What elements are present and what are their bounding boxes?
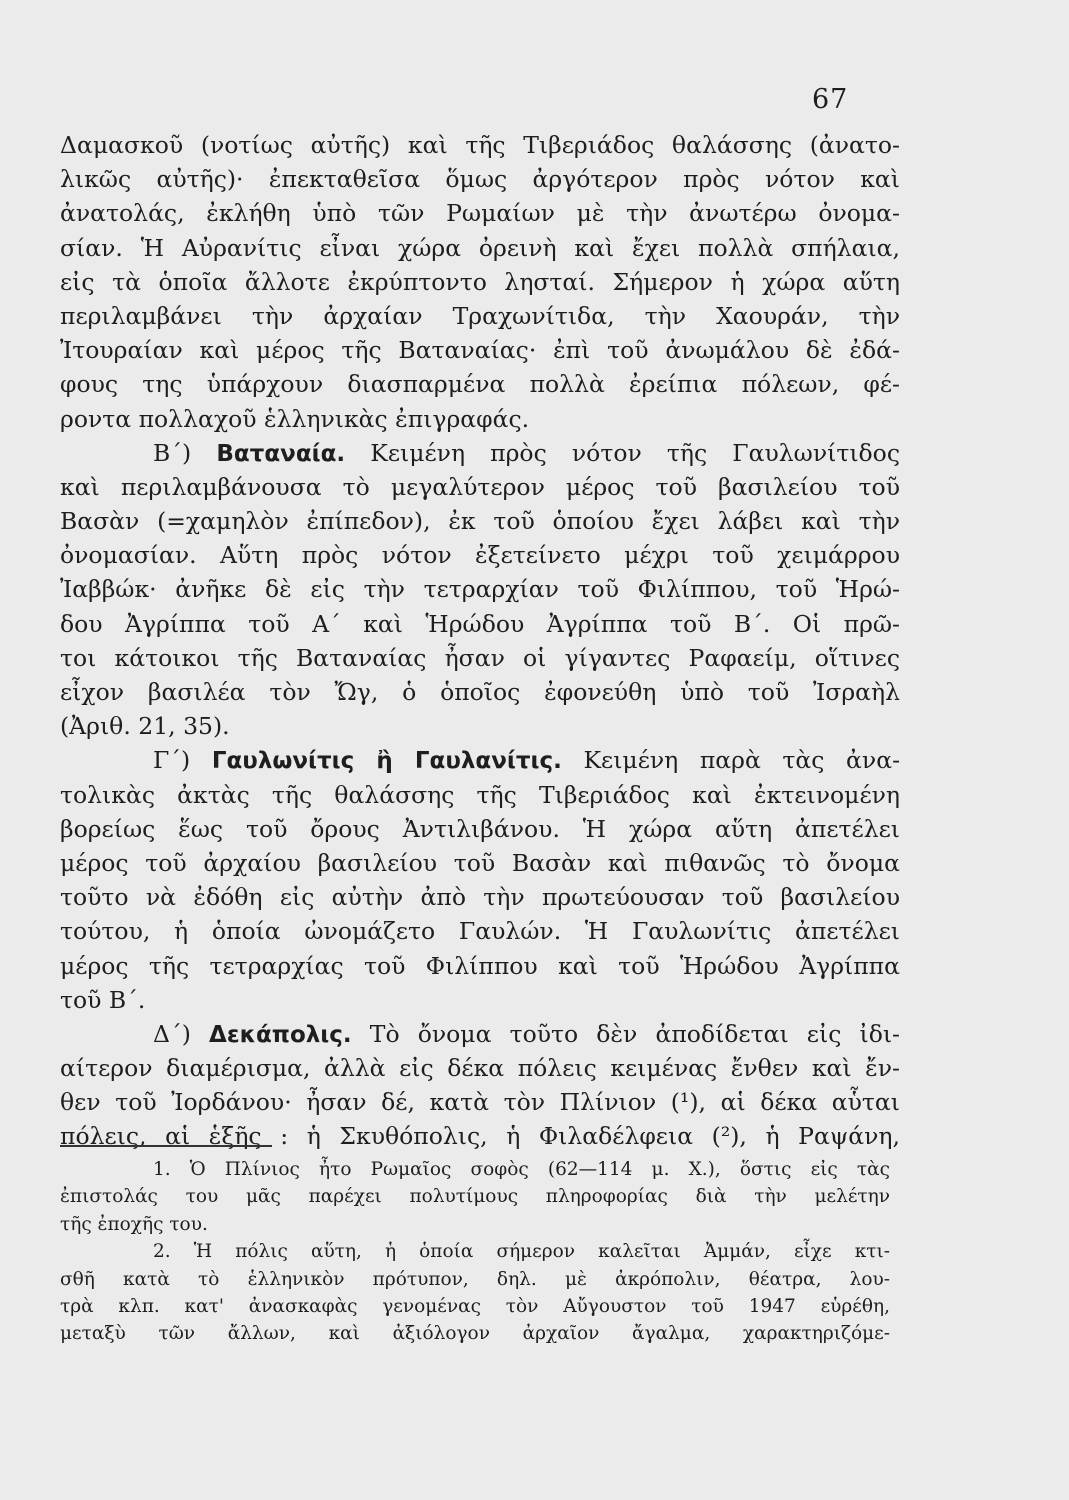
section-b-label: Β΄) <box>153 438 217 467</box>
section-b-line <box>60 436 900 470</box>
section-c-text: Κειμένη παρὰ τὰς ἀνα- <box>561 746 901 775</box>
text-line: τούτου, ἡ ὁποία ὠνομάζετο Γαυλών. Ἡ Γαυλωνίτις ἀπετέλει <box>60 917 900 946</box>
text-line: φους της ὑπάρχουν διασπαρμένα πολλὰ ἐρείπια πόλεων, φέ- <box>60 370 900 399</box>
footnote-line: τρὰ κλπ. κατ' ἀνασκαφὰς γενομένας τὸν Αὔγουστον τοῦ 1947 εὑρέθη, <box>60 1295 890 1317</box>
text-line: πόλεις, αἱ ἑξῆς : ἡ Σκυθόπολις, ἡ Φιλαδέλφεια (²), ἡ Ραψάνη, <box>60 1122 900 1151</box>
text-line: τοῦτο νὰ ἐδόθη εἰς αὐτὴν ἀπὸ τὴν πρωτεύουσαν τοῦ βασιλείου <box>60 883 900 912</box>
footnote-line: τῆς ἐποχῆς του. <box>60 1213 208 1235</box>
text-line: αίτερον διαμέρισμα, ἀλλὰ εἰς δέκα πόλεις κειμένας ἔνθεν καὶ ἔν- <box>60 1054 900 1083</box>
text-line: τοῦ Β΄. <box>60 985 146 1014</box>
text-line: Ἰτουραίαν καὶ μέρος τῆς Βαταναίας· ἐπὶ τοῦ ἀνωμάλου δὲ ἐδά- <box>60 336 900 365</box>
text-line: καὶ περιλαμβάνουσα τὸ μεγαλύτερον μέρος τοῦ βασιλείου τοῦ <box>60 472 900 501</box>
section-d-label: Δ΄) <box>153 1019 210 1048</box>
text-line: λικῶς αὐτῆς)· ἐπεκταθεῖσα ὅμως ἀργότερον πρὸς νότον καὶ <box>60 165 900 194</box>
section-b-text: Κειμένη πρὸς νότον τῆς Γαυλωνίτιδος <box>345 438 900 467</box>
section-c-heading: Γαυλωνίτις ἢ Γαυλανίτις. <box>211 748 562 775</box>
text-line: σίαν. Ἡ Αὐρανίτις εἶναι χώρα ὀρεινὴ καὶ ἔχει πολλὰ σπήλαια, <box>60 233 900 262</box>
page-number: 67 <box>812 84 849 115</box>
text-line: βορείως ἕως τοῦ ὄρους Ἀντιλιβάνου. Ἡ χώρα αὕτη ἀπετέλει <box>60 814 900 843</box>
text-line: εἶχον βασιλέα τὸν Ὤγ, ὁ ὁποῖος ἐφονεύθη ὑπὸ τοῦ Ἰσραὴλ <box>60 678 900 706</box>
text-line: ὀνομασίαν. Αὕτη πρὸς νότον ἐξετείνετο μέχρι τοῦ χειμάρρου <box>60 541 900 570</box>
text-line: ροντα πολλαχοῦ ἑλληνικὰς ἐπιγραφάς. <box>60 404 530 433</box>
section-d-heading: Δεκάπολις. <box>209 1021 352 1048</box>
text-line: θεν τοῦ Ἰορδάνου· ἦσαν δέ, κατὰ τὸν Πλίνιον (¹), αἱ δέκα αὗται <box>60 1088 900 1117</box>
footnotes <box>60 1156 890 1348</box>
section-b-heading: Βαταναία. <box>216 440 346 467</box>
footnote-line: ἐπιστολάς του μᾶς παρέχει πολυτίμους πληροφορίας διὰ τὴν μελέτην <box>60 1186 890 1208</box>
text-line: δου Ἀγρίππα τοῦ Α΄ καὶ Ἡρώδου Ἀγρίππα τοῦ Β΄. Οἱ πρῶ- <box>60 609 900 638</box>
footnote-line: 2. Ἡ πόλις αὕτη, ἡ ὁποία σήμερον καλεῖται Ἀμμάν, εἶχε κτι- <box>153 1241 890 1263</box>
text-line: τοι κάτοικοι τῆς Βαταναίας ἦσαν οἱ γίγαντες Ραφαείμ, οἵτινες <box>60 643 900 672</box>
text-line: τολικὰς ἀκτὰς τῆς θαλάσσης τῆς Τιβεριάδος καὶ ἐκτεινομένη <box>60 780 900 809</box>
section-c-label: Γ΄) <box>153 746 212 775</box>
footnote-divider <box>60 1145 272 1147</box>
text-line: Δαμασκοῦ (νοτίως αὐτῆς) καὶ τῆς Τιβεριάδος θαλάσσης (ἀνατο- <box>60 131 900 159</box>
footnote-line: μεταξὺ τῶν ἄλλων, καὶ ἀξιόλογον ἀρχαῖον ἄγαλμα, χαρακτηριζόμε- <box>60 1323 890 1345</box>
section-d-text: Τὸ ὄνομα τοῦτο δὲν ἀποδίδεται εἰς ἰδι- <box>351 1019 900 1048</box>
section-c-line <box>60 743 900 777</box>
text-line: ἀνατολάς, ἐκλήθη ὑπὸ τῶν Ρωμαίων μὲ τὴν ἀνωτέρω ὀνομα- <box>60 199 900 228</box>
footnote-line: 1. Ὁ Πλίνιος ἦτο Ρωμαῖος σοφὸς (62—114 μ. Χ.), ὅστις εἰς τὰς <box>153 1159 890 1180</box>
text-line: (Ἀριθ. 21, 35). <box>60 712 230 741</box>
text-line: μέρος τοῦ ἀρχαίου βασιλείου τοῦ Βασὰν καὶ πιθανῶς τὸ ὄνομα <box>60 848 900 877</box>
text-line: εἰς τὰ ὁποῖα ἄλλοτε ἐκρύπτοντο λησταί. Σήμερον ἡ χώρα αὕτη <box>60 267 900 296</box>
text-line: Βασὰν (=χαμηλὸν ἐπίπεδον), ἐκ τοῦ ὁποίου ἔχει λάβει καὶ τὴν <box>60 507 900 536</box>
text-line: μέρος τῆς τετραρχίας τοῦ Φιλίππου καὶ τοῦ Ἡρώδου Ἀγρίππα <box>60 951 900 980</box>
footnote-line: σθῆ κατὰ τὸ ἑλληνικὸν πρότυπον, δηλ. μὲ ἀκρόπολιν, θέατρα, λου- <box>60 1268 890 1290</box>
text-line: περιλαμβάνει τὴν ἀρχαίαν Τραχωνίτιδα, τὴν Χαουράν, τὴν <box>60 301 900 330</box>
section-d-line <box>60 1017 900 1051</box>
body-text <box>60 128 900 1154</box>
text-line: Ἰαββώκ· ἀνῆκε δὲ εἰς τὴν τετραρχίαν τοῦ Φιλίππου, τοῦ Ἡρώ- <box>60 575 900 604</box>
